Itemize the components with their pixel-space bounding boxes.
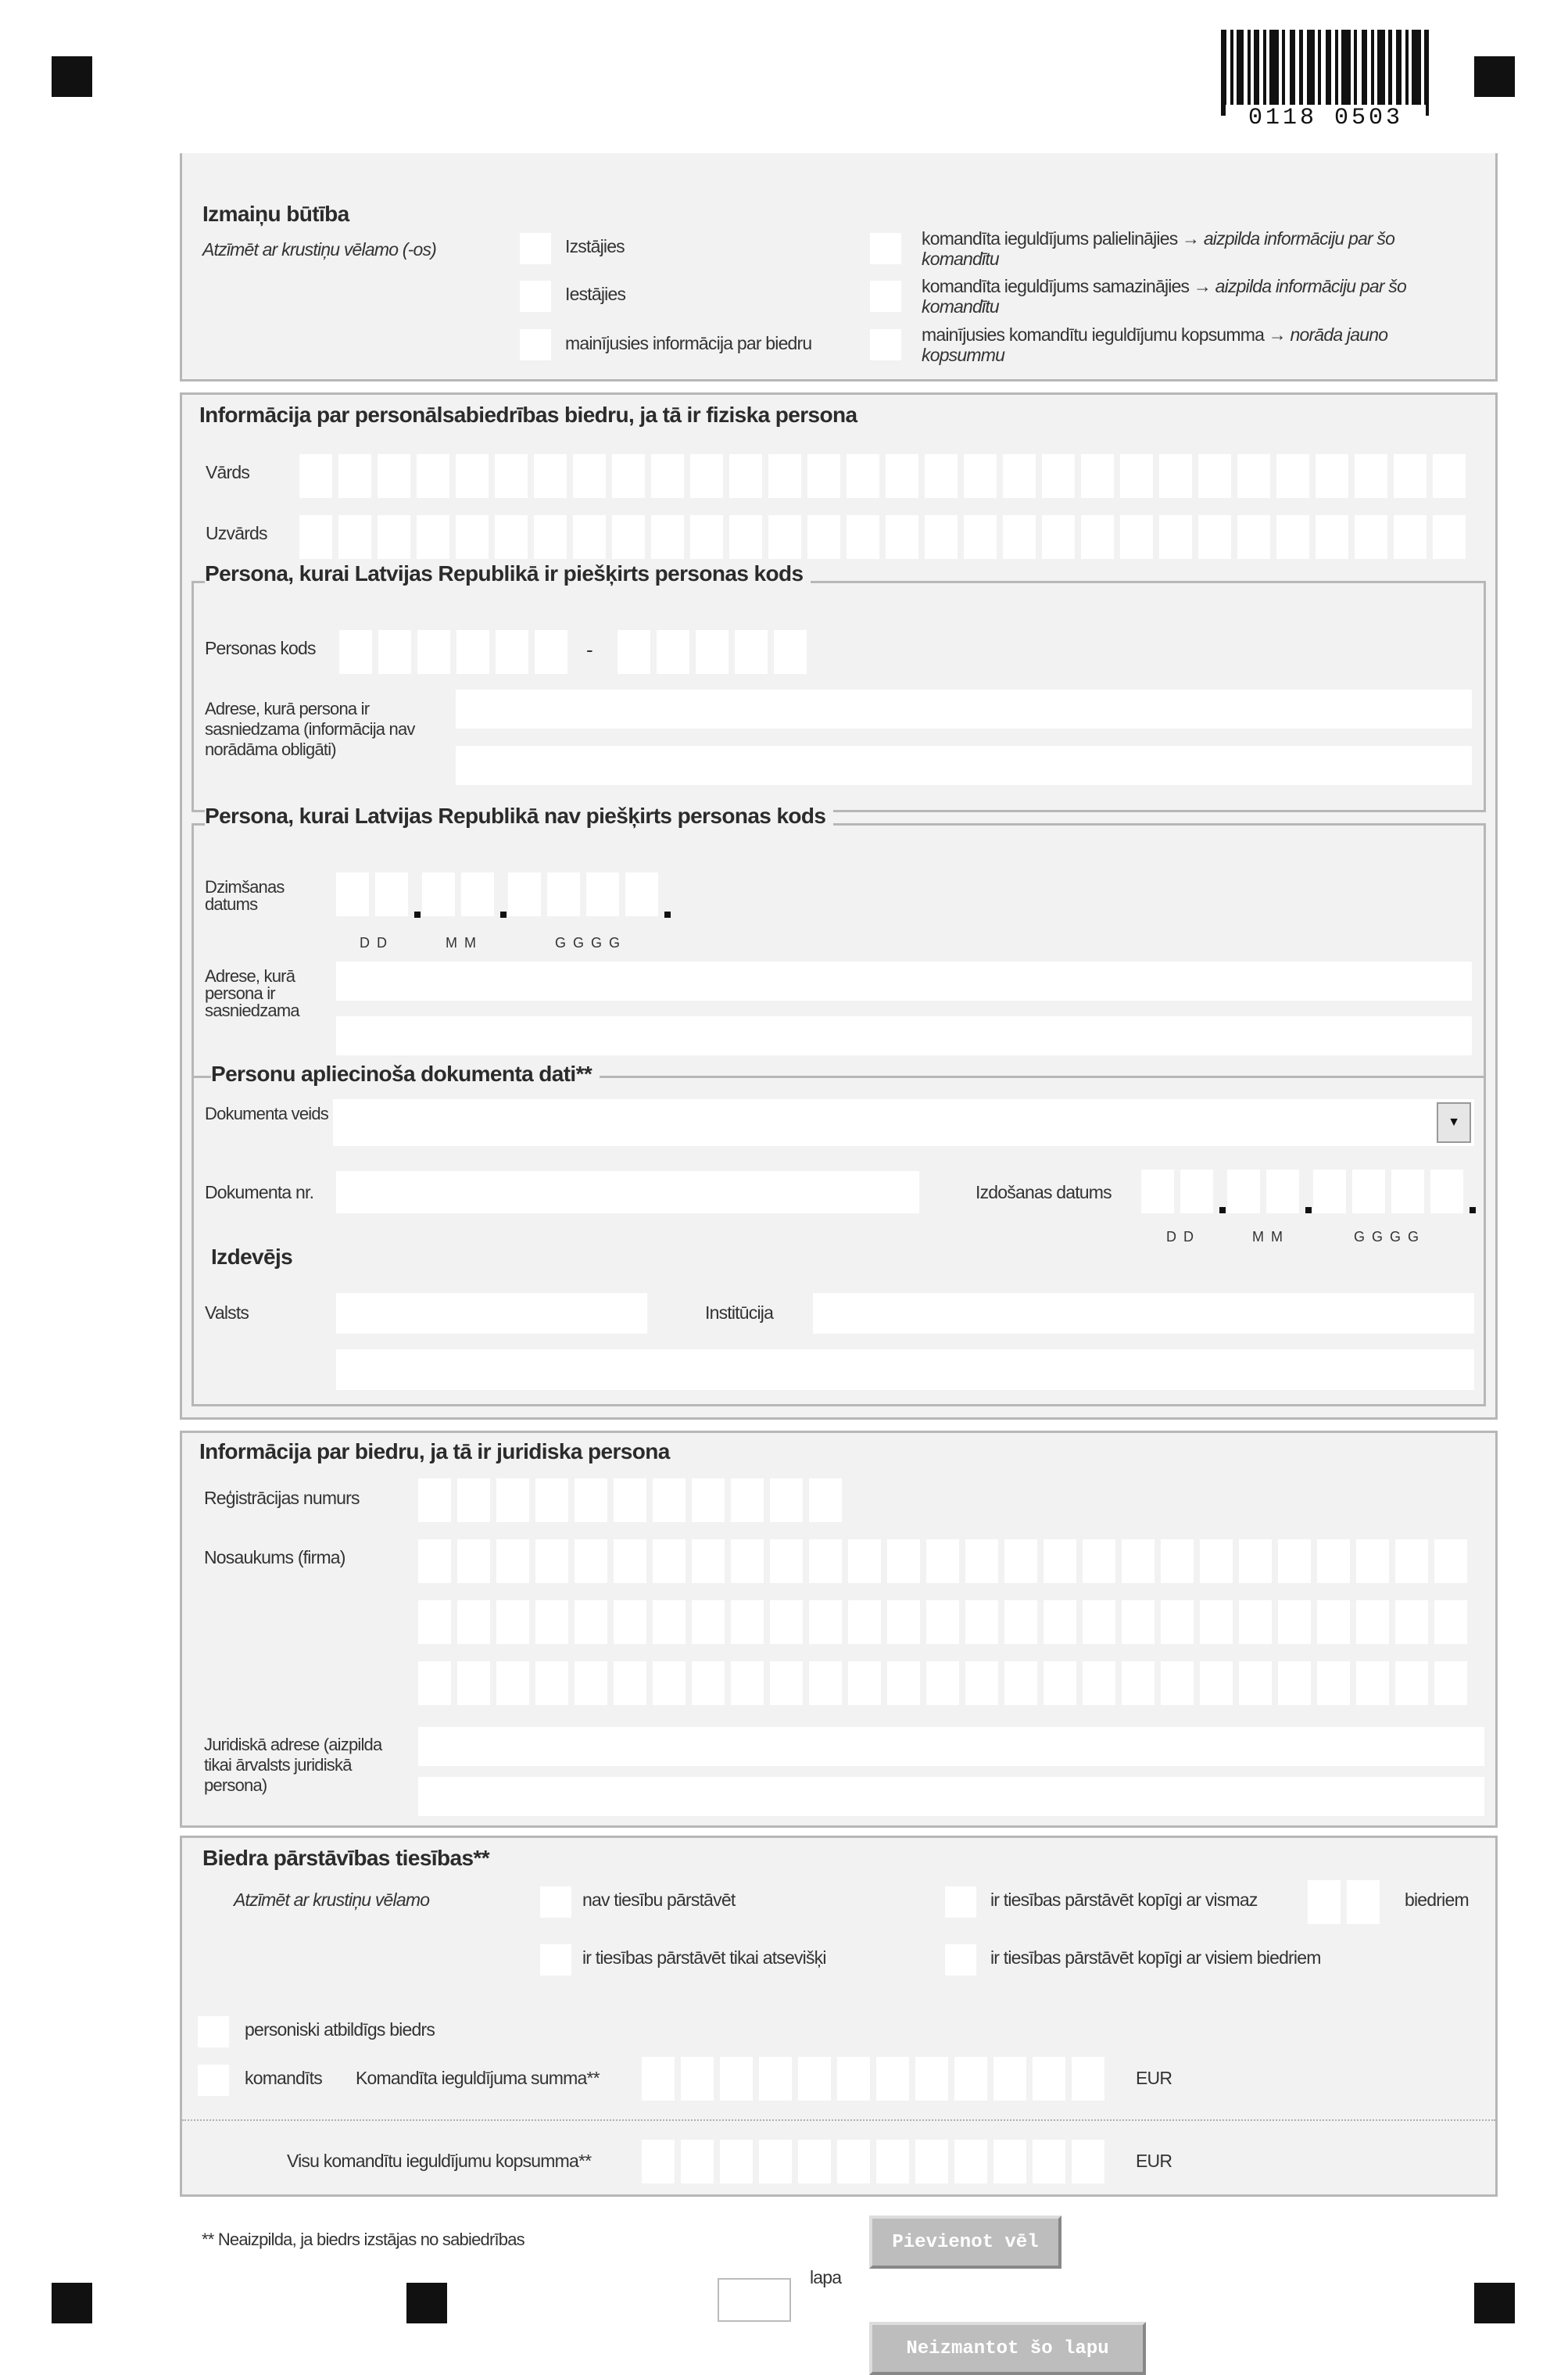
repr-title: Biedra pārstāvības tiesības**: [202, 1846, 497, 1871]
repr-hint: Atzīmēt ar krustiņu vēlamo: [234, 1890, 430, 1910]
country-label: Valsts: [205, 1302, 249, 1323]
investment-cells[interactable]: [642, 2057, 1104, 2101]
change-section: [180, 153, 1498, 382]
company-name-label: Nosaukums (firma): [204, 1547, 345, 1567]
legal-address-label: Juridiskā adrese (aizpilda tikai ārvalsts juridiskā persona): [204, 1735, 382, 1795]
natural-legend: Informācija par personālsabiedrības biedru, ja tā ir fiziska persona: [199, 403, 865, 428]
barcode-bars-icon: [1219, 30, 1432, 116]
date-separator: [1305, 1207, 1312, 1213]
reg-number-label: Reģistrācijas numurs: [204, 1488, 360, 1508]
country-input[interactable]: [336, 1293, 647, 1334]
option-represent-jointly-all: ir tiesības pārstāvēt kopīgi ar visiem biedriem: [990, 1947, 1321, 1968]
institution-input-1[interactable]: [813, 1293, 1474, 1334]
date-separator: [1219, 1207, 1226, 1213]
option-represent-jointly-min: ir tiesības pārstāvēt kopīgi ar vismaz: [990, 1890, 1258, 1910]
barcode-number: 0118 0503: [1226, 105, 1426, 131]
representation-section: [180, 1836, 1498, 2197]
option-members-suffix: biedriem: [1405, 1890, 1469, 1910]
first-name-label: Vārds: [206, 462, 250, 482]
date-separator: [500, 912, 507, 918]
personal-liability-label: personiski atbildīgs biedrs: [245, 2019, 435, 2040]
lv-person-box: [192, 561, 1486, 812]
lv-address-input-1[interactable]: [456, 690, 1472, 729]
add-more-button[interactable]: Pievienot vēl: [869, 2216, 1061, 2269]
investment-currency: EUR: [1136, 2068, 1172, 2088]
option-investment-increased: komandīta ieguldījums palielinājies → aizpilda informāciju par šo komandītu: [922, 228, 1395, 269]
issue-dd-caption: D D: [1166, 1229, 1195, 1245]
foreign-address-input-1[interactable]: [336, 962, 1472, 1001]
total-divider: [182, 2119, 1495, 2121]
registration-mark-bottom-center: [406, 2283, 447, 2323]
option-joined: Iestājies: [565, 284, 626, 304]
checkbox-investment-decreased[interactable]: [870, 281, 901, 312]
legal-address-input-2[interactable]: [418, 1777, 1484, 1816]
investment-label: Komandīta ieguldījuma summa**: [356, 2068, 600, 2088]
natural-person-section: [180, 392, 1498, 1420]
lv-address-label: Adrese, kurā persona ir sasniedzama (informācija nav norādāma obligāti): [205, 699, 415, 759]
last-name-label: Uzvārds: [206, 523, 267, 543]
footnote: ** Neaizpilda, ja biedrs izstājas no sabiedrības: [202, 2230, 524, 2249]
first-name-cells[interactable]: [299, 454, 1466, 498]
issue-year-cells[interactable]: [1313, 1170, 1463, 1213]
option-total-changed: mainījusies komandītu ieguldījumu kopsumma → norāda jauno kopsummu: [922, 324, 1388, 365]
option-left: Izstājies: [565, 236, 625, 256]
registration-mark-bottom-right: [1474, 2283, 1515, 2323]
total-currency: EUR: [1136, 2151, 1172, 2171]
checkbox-personal-liability[interactable]: [198, 2016, 229, 2047]
issue-month-cells[interactable]: [1227, 1170, 1299, 1213]
total-label: Visu komandītu ieguldījumu kopsumma**: [287, 2151, 592, 2171]
birth-date-label: Dzimšanas datums: [205, 877, 285, 914]
doc-type-select[interactable]: [333, 1099, 1474, 1146]
option-represent-alone: ir tiesības pārstāvēt tikai atsevišķi: [582, 1947, 826, 1968]
checkbox-limited-partner[interactable]: [198, 2065, 229, 2096]
change-title: Izmaiņu būtība: [202, 202, 357, 227]
date-separator: [414, 912, 421, 918]
birth-dd-caption: D D: [360, 935, 388, 951]
doc-type-label: Dokumenta veids: [205, 1104, 328, 1123]
min-members-cells[interactable]: [1308, 1880, 1380, 1924]
birth-mm-caption: M M: [446, 935, 478, 951]
legal-address-input-1[interactable]: [418, 1727, 1484, 1766]
issue-date-label: Izdošanas datums: [976, 1182, 1112, 1202]
checkbox-no-representation[interactable]: [540, 1886, 571, 1918]
checkbox-left[interactable]: [520, 233, 551, 264]
company-name-cells-row3[interactable]: [418, 1661, 1467, 1705]
last-name-cells[interactable]: [299, 515, 1466, 559]
issue-mm-caption: M M: [1252, 1229, 1284, 1245]
foreign-address-label: Adrese, kurā persona ir sasniedzama: [205, 966, 299, 1020]
lv-legend: Persona, kurai Latvijas Republikā ir piešķirts personas kods: [205, 561, 811, 586]
option-info-changed: mainījusies informācija par biedru: [565, 333, 812, 353]
checkbox-info-changed[interactable]: [520, 329, 551, 360]
option-investment-decreased: komandīta ieguldījums samazinājies → aizpilda informāciju par šo komandītu: [922, 276, 1406, 317]
registration-mark-top-left: [52, 56, 92, 97]
checkbox-investment-increased[interactable]: [870, 233, 901, 264]
option-no-representation: nav tiesību pārstāvēt: [582, 1890, 736, 1910]
company-name-cells-row1[interactable]: [418, 1539, 1467, 1583]
barcode: [1219, 30, 1432, 131]
personal-code-part1[interactable]: [339, 630, 567, 674]
foreign-person-box: [192, 804, 1486, 1406]
legal-person-section: [180, 1431, 1498, 1828]
birth-yyyy-caption: G G G G: [555, 935, 622, 951]
personal-code-label: Personas kods: [205, 638, 316, 658]
chevron-down-icon[interactable]: ▼: [1437, 1102, 1471, 1143]
date-separator: [664, 912, 671, 918]
checkbox-represent-jointly-min[interactable]: [945, 1886, 976, 1918]
legal-legend: Informācija par biedru, ja tā ir juridiska persona: [199, 1439, 678, 1464]
doc-number-input[interactable]: [336, 1171, 919, 1213]
skip-page-button[interactable]: Neizmantot šo lapu: [869, 2322, 1146, 2375]
checkbox-total-changed[interactable]: [870, 329, 901, 360]
reg-number-cells[interactable]: [418, 1478, 842, 1522]
issue-day-cells[interactable]: [1141, 1170, 1213, 1213]
doc-legend: Personu apliecinoša dokumenta dati**: [211, 1062, 600, 1087]
foreign-address-input-2[interactable]: [336, 1016, 1472, 1055]
personal-code-part2[interactable]: [618, 630, 807, 674]
birth-day-cells[interactable]: [336, 872, 408, 916]
checkbox-represent-jointly-all[interactable]: [945, 1944, 976, 1976]
institution-input-2[interactable]: [336, 1349, 1474, 1390]
lv-address-input-2[interactable]: [456, 746, 1472, 785]
birth-year-cells[interactable]: [508, 872, 658, 916]
date-separator: [1470, 1207, 1476, 1213]
institution-label: Institūcija: [705, 1302, 774, 1323]
page-label: lapa: [810, 2267, 842, 2287]
issuer-title: Izdevējs: [211, 1245, 300, 1270]
issue-yyyy-caption: G G G G: [1354, 1229, 1421, 1245]
total-cells[interactable]: [642, 2140, 1104, 2183]
personal-code-dash: -: [586, 638, 592, 661]
birth-month-cells[interactable]: [422, 872, 494, 916]
change-hint: Atzīmēt ar krustiņu vēlamo (-os): [202, 239, 437, 260]
registration-mark-bottom-left: [52, 2283, 92, 2323]
registration-mark-top-right: [1474, 56, 1515, 97]
page-number-input[interactable]: [718, 2278, 791, 2322]
limited-partner-label: komandīts: [245, 2068, 322, 2088]
foreign-legend: Persona, kurai Latvijas Republikā nav piešķirts personas kods: [205, 804, 833, 829]
checkbox-joined[interactable]: [520, 281, 551, 312]
doc-number-label: Dokumenta nr.: [205, 1182, 314, 1202]
checkbox-represent-alone[interactable]: [540, 1944, 571, 1976]
company-name-cells-row2[interactable]: [418, 1600, 1467, 1644]
